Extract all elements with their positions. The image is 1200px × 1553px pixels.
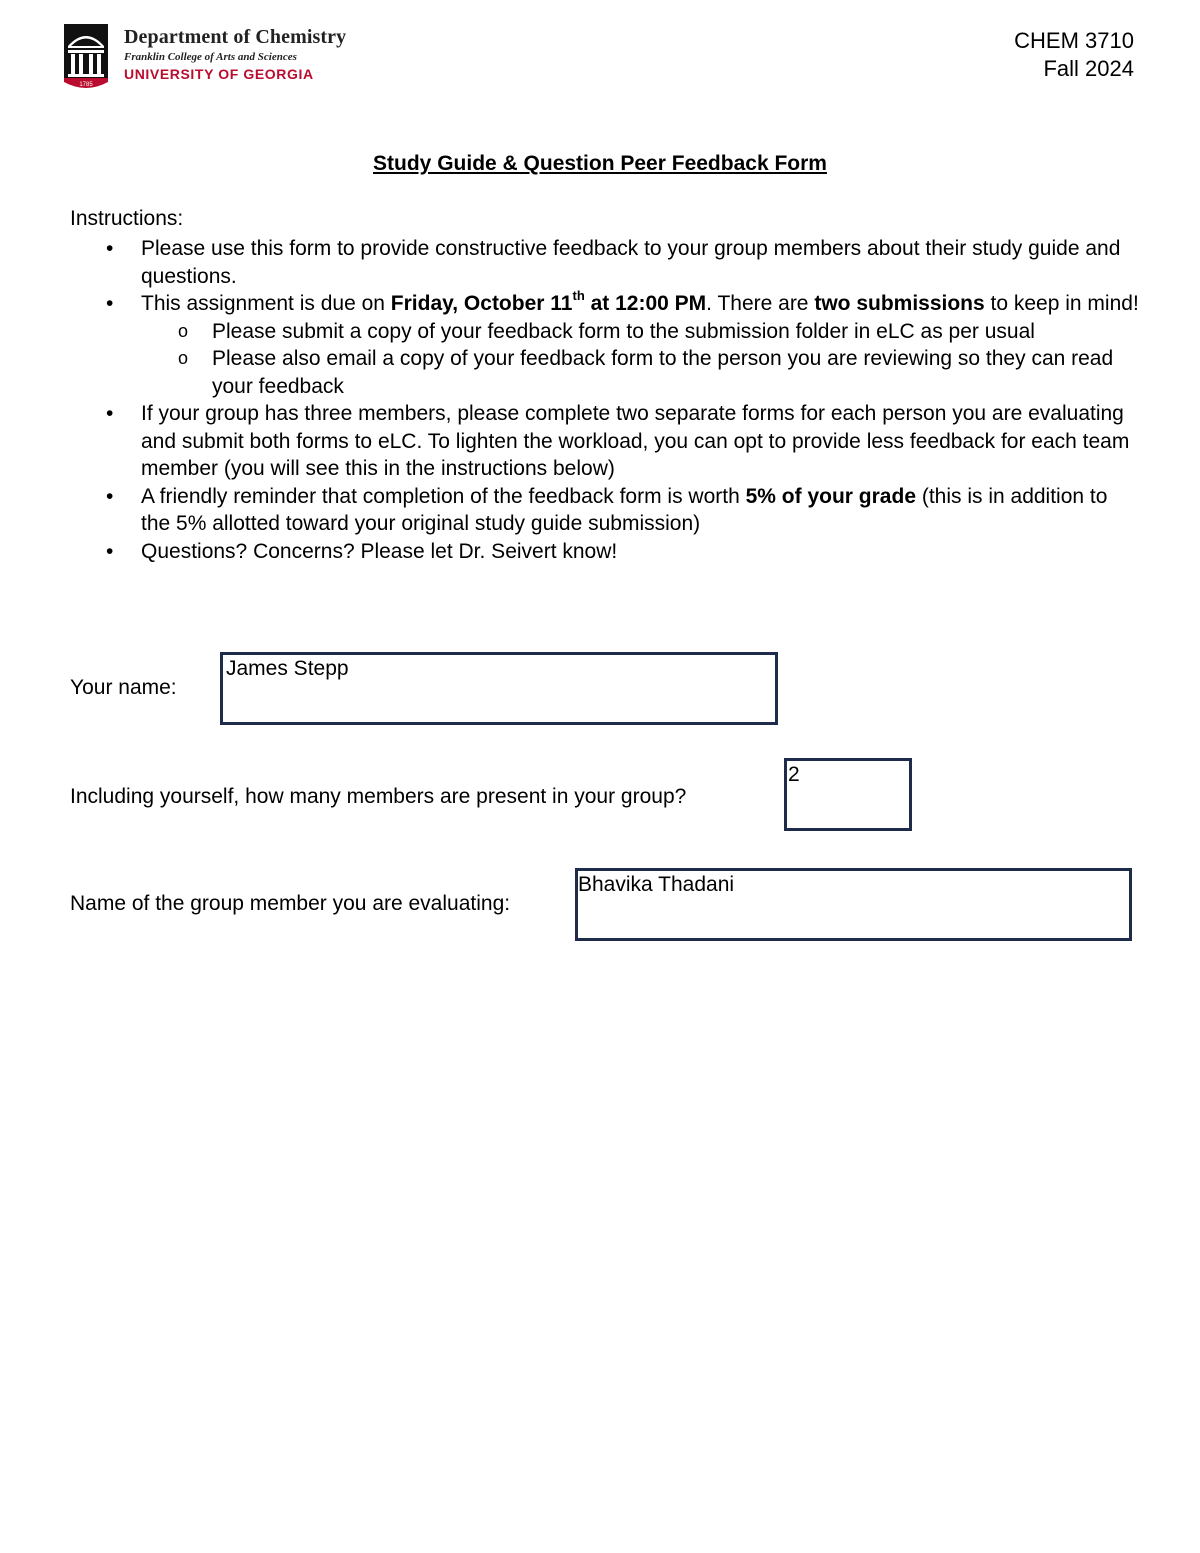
college-name: Franklin College of Arts and Sciences xyxy=(124,51,297,63)
evaluatee-label: Name of the group member you are evaluating: xyxy=(70,892,511,915)
your-name-field[interactable]: James Stepp xyxy=(220,652,778,725)
course-code: CHEM 3710 xyxy=(1014,28,1134,53)
group-size-field[interactable]: 2 xyxy=(784,758,912,831)
list-item: • If your group has three members, please complete two separate forms for each person you are evaluating and submit both forms to eLC. To lighten the workload, you can opt to provide less feedback for each team member (you will see this in the instructions below) xyxy=(70,400,1140,483)
university-name: UNIVERSITY OF GEORGIA xyxy=(124,66,314,82)
group-size-label: Including yourself, how many members are present in your group? xyxy=(70,785,687,808)
arch-seal-icon xyxy=(62,22,118,92)
course-term: Fall 2024 xyxy=(1043,56,1134,81)
course-info xyxy=(1014,27,1134,83)
list-item: • Please use this form to provide constructive feedback to your group members about their study guide and questions. xyxy=(70,235,1140,290)
list-item: o Please also email a copy of your feedback form to the person you are reviewing so they can read your feedback xyxy=(141,345,1140,400)
uga-chemistry-logo xyxy=(62,22,362,94)
list-item: • Questions? Concerns? Please let Dr. Seivert know! xyxy=(70,538,1140,566)
your-name-label: Your name: xyxy=(70,676,177,699)
list-item: o Please submit a copy of your feedback form to the submission folder in eLC as per usual xyxy=(141,318,1140,346)
instructions-list xyxy=(70,235,1140,565)
list-item: • This assignment is due on Friday, October 11th at 12:00 PM. There are two submissions to keep in mind! o Please submit a copy of your feedback form to the submission folder in eLC as per usual o Please also email a copy of your feedback form to the person you are reviewing so they can read your feedback xyxy=(70,290,1140,400)
form-title: Study Guide & Question Peer Feedback Form xyxy=(373,152,827,175)
instructions-label: Instructions: xyxy=(70,207,184,230)
department-name: Department of Chemistry xyxy=(124,26,347,48)
submission-sublist xyxy=(141,318,1140,401)
evaluatee-name-field[interactable]: Bhavika Thadani xyxy=(575,868,1132,941)
seal-year: 1785 xyxy=(79,82,93,88)
list-item: • A friendly reminder that completion of the feedback form is worth 5% of your grade (this is in addition to the 5% allotted toward your original study guide submission) xyxy=(70,483,1140,538)
